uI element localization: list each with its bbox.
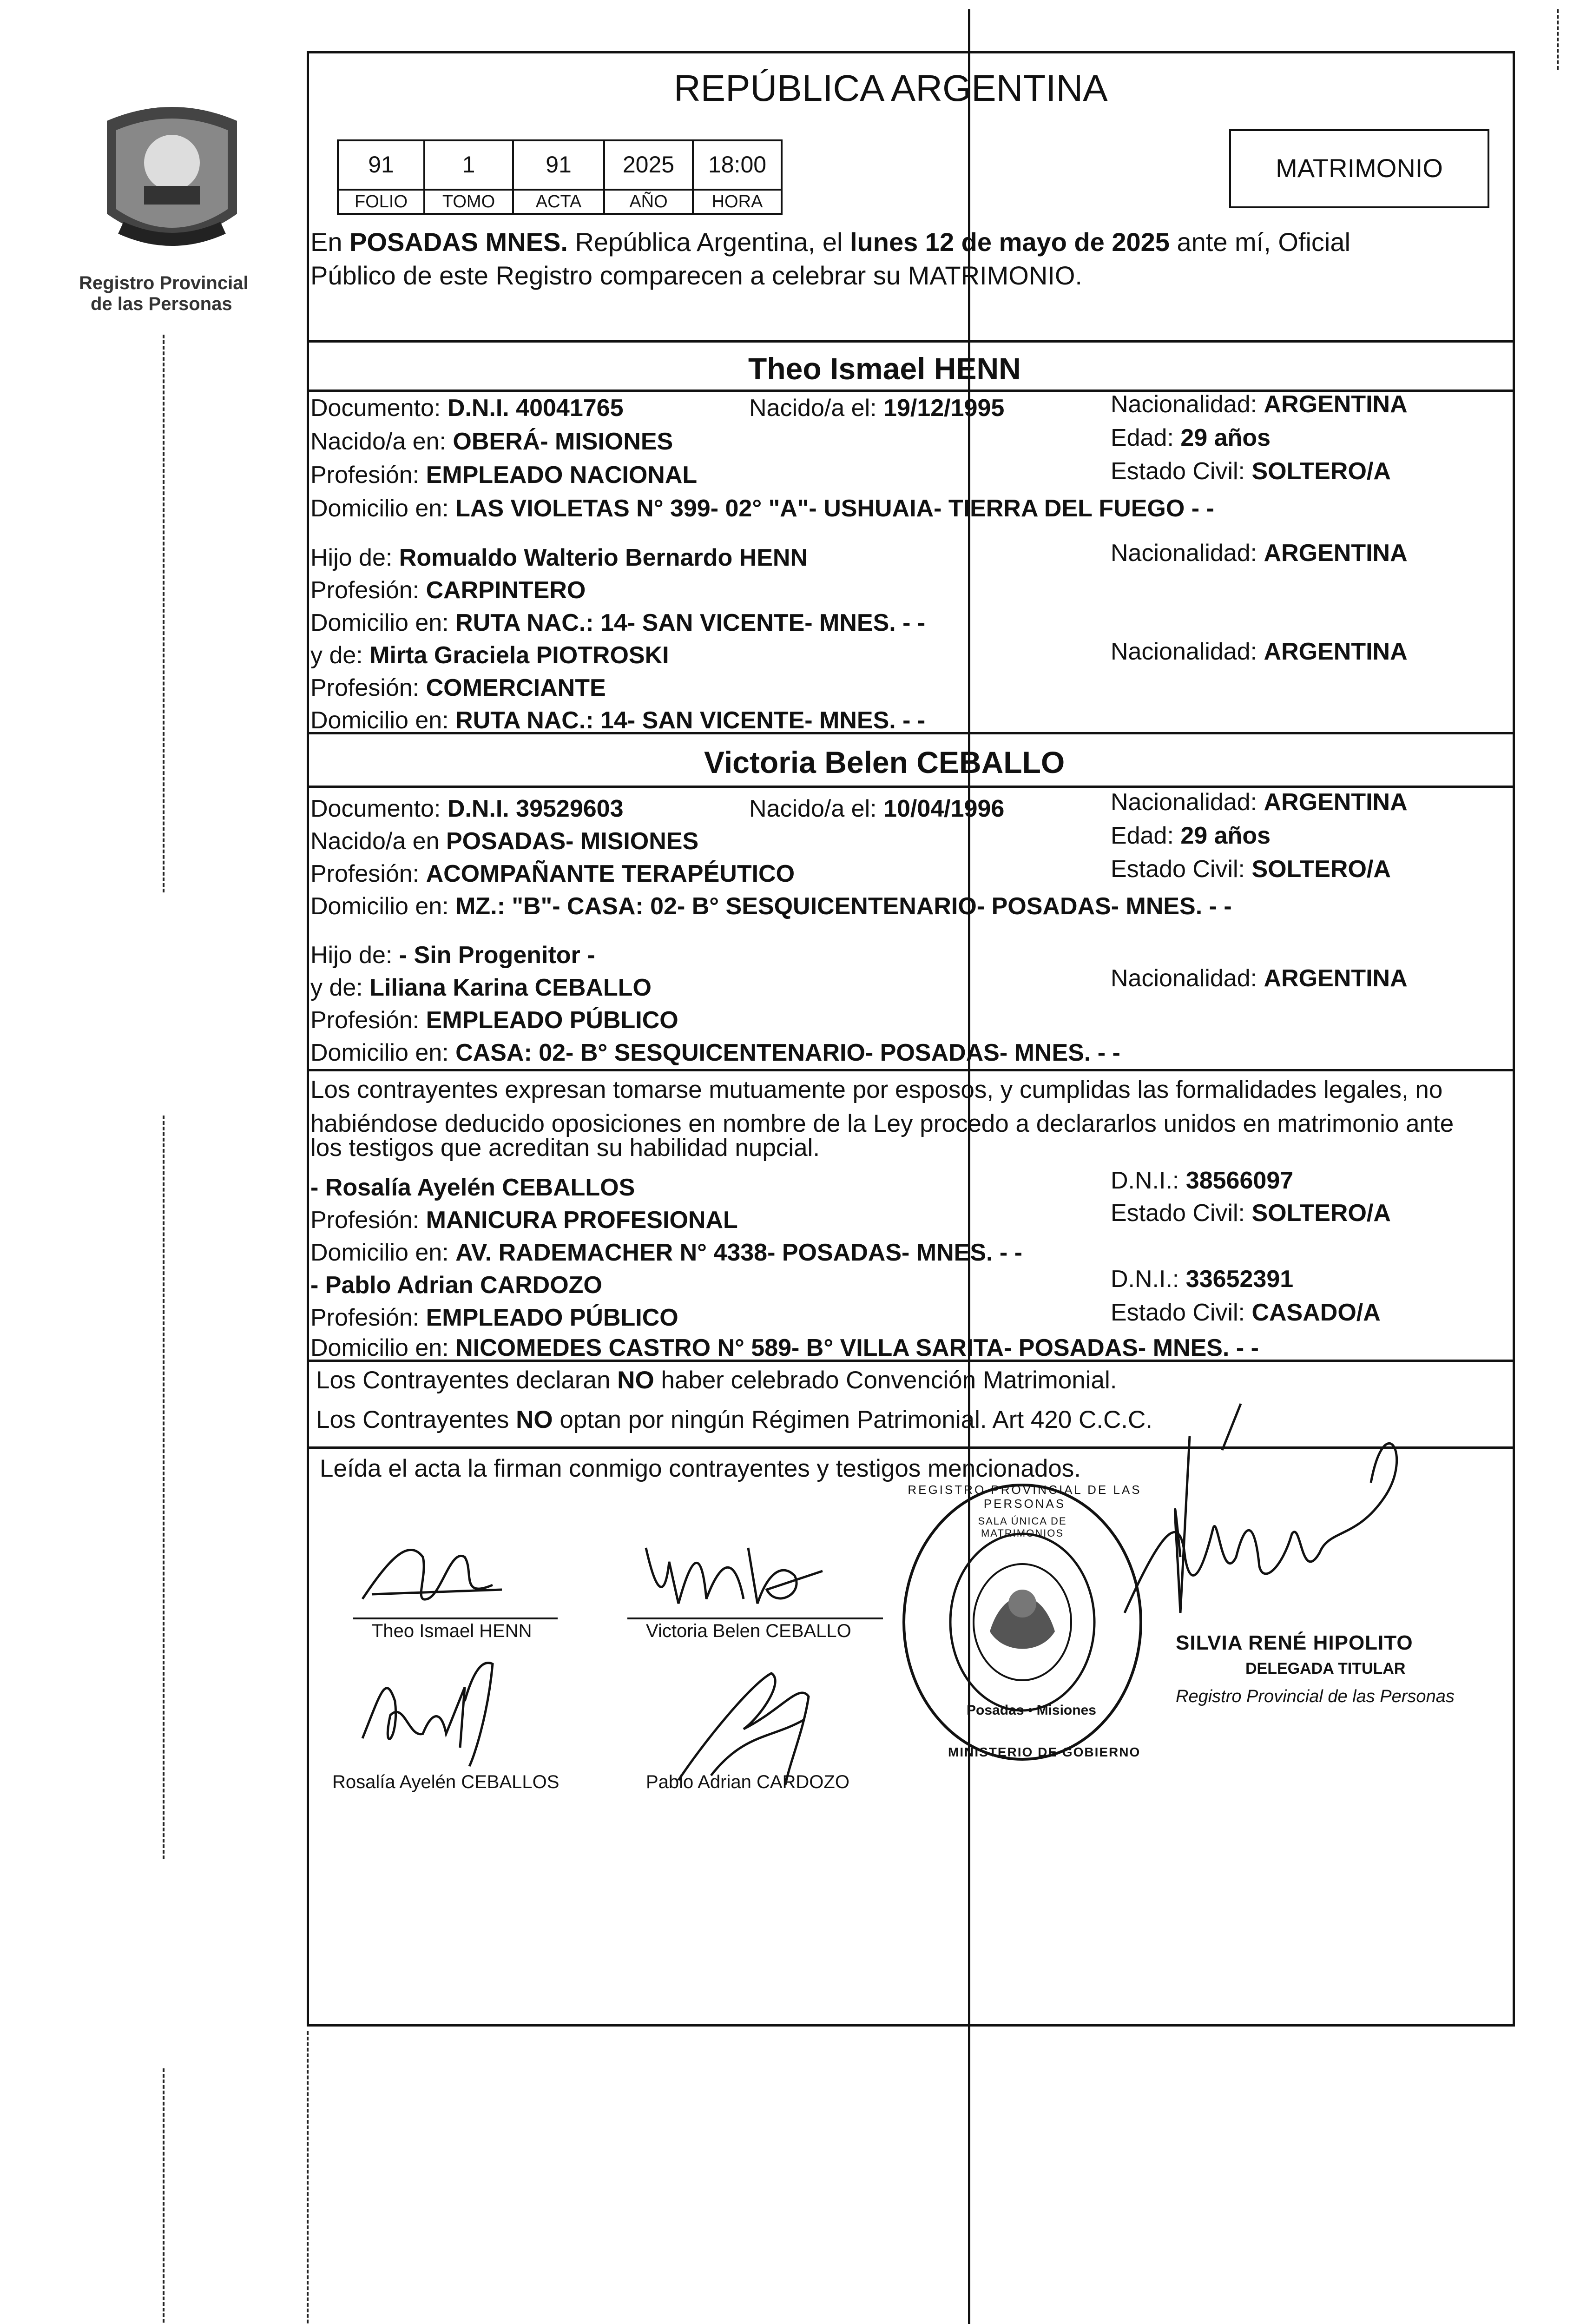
spouse1-mother: y de: Mirta Graciela PIOTROSKI xyxy=(310,642,669,669)
spouse1-civil-status: Estado Civil: SOLTERO/A xyxy=(1111,458,1391,485)
spouse2-mother-profession: Profesión: EMPLEADO PÚBLICO xyxy=(310,1007,678,1034)
tomo-label: TOMO xyxy=(423,189,514,215)
anio-label: AÑO xyxy=(603,189,694,215)
signature-caption-3: Rosalía Ayelén CEBALLOS xyxy=(332,1772,560,1792)
spouse2-father: Hijo de: - Sin Progenitor - xyxy=(310,942,595,969)
spouse1-document: Documento: D.N.I. 40041765 xyxy=(310,395,624,422)
margin-dash xyxy=(163,2068,165,2324)
witness2-address: Domicilio en: NICOMEDES CASTRO N° 589- B° VILLA SARITA- POSADAS- MNES. - - xyxy=(310,1334,1259,1361)
regime-line-1: Los Contrayentes declaran NO haber celebrado Convención Matrimonial. xyxy=(316,1367,1117,1394)
margin-dash xyxy=(163,1116,165,1859)
signature-caption-1: Theo Ismael HENN xyxy=(372,1621,532,1641)
spouse1-father: Hijo de: Romualdo Walterio Bernardo HENN xyxy=(310,544,808,571)
margin-dash xyxy=(163,335,165,892)
signature-rosalia xyxy=(353,1645,548,1771)
spouse1-address: Domicilio en: LAS VIOLETAS N° 399- 02° "A"- USHUAIA- TIERRA DEL FUEGO - - xyxy=(310,495,1214,522)
signature-pablo xyxy=(651,1655,883,1789)
signature-caption-2: Victoria Belen CEBALLO xyxy=(646,1621,851,1641)
acta-label: ACTA xyxy=(512,189,605,215)
spouse1-father-profession: Profesión: CARPINTERO xyxy=(310,577,586,604)
spouse2-mother-address: Domicilio en: CASA: 02- B° SESQUICENTENARIO- POSADAS- MNES. - - xyxy=(310,1039,1120,1066)
margin-dash xyxy=(307,2031,309,2324)
declaration-line-1: Los contrayentes expresan tomarse mutuamente por esposos, y cumplidas las formalidades legales, no xyxy=(310,1076,1443,1103)
declaration-line-2: habiéndose deducido oposiciones en nombre de la Ley procedo a declararlos unidos en matrimonio ante xyxy=(310,1110,1454,1137)
province-logo xyxy=(88,93,256,270)
hora-value: 18:00 xyxy=(692,139,783,191)
witness2-profession: Profesión: EMPLEADO PÚBLICO xyxy=(310,1304,678,1331)
witness1-name: - Rosalía Ayelén CEBALLOS xyxy=(310,1174,635,1201)
divider-header xyxy=(307,340,1515,343)
hora-label: HORA xyxy=(692,189,783,215)
spouse1-nationality: Nacionalidad: ARGENTINA xyxy=(1111,391,1408,418)
seal-ministry-text: MINISTERIO DE GOBIERNO xyxy=(948,1745,1141,1759)
spouse1-father-address: Domicilio en: RUTA NAC.: 14- SAN VICENTE- MNES. - - xyxy=(310,609,926,636)
logo-caption-1: Registro Provincial xyxy=(79,273,249,293)
intro-line-2: Público de este Registro comparecen a celebrar su MATRIMONIO. xyxy=(310,261,1082,290)
spouse1-birthplace: Nacido/a en: OBERÁ- MISIONES xyxy=(310,428,673,455)
spouse1-name: Theo Ismael HENN xyxy=(748,351,1021,386)
spouse2-nationality: Nacionalidad: ARGENTINA xyxy=(1111,789,1408,816)
witness1-civil-status: Estado Civil: SOLTERO/A xyxy=(1111,1200,1391,1227)
spouse1-profession: Profesión: EMPLEADO NACIONAL xyxy=(310,462,698,489)
anio-value: 2025 xyxy=(603,139,694,191)
spouse2-name: Victoria Belen CEBALLO xyxy=(704,745,1065,779)
spouse2-profession: Profesión: ACOMPAÑANTE TERAPÉUTICO xyxy=(310,860,795,887)
logo-caption-2: de las Personas xyxy=(91,294,232,314)
margin-dash xyxy=(1557,9,1559,70)
divider-name2 xyxy=(307,786,1515,788)
signature-caption-4: Pablo Adrian CARDOZO xyxy=(646,1772,849,1792)
regime-line-2: Los Contrayentes NO optan por ningún Régimen Patrimonial. Art 420 C.C.C. xyxy=(316,1406,1152,1433)
closing-statement: Leída el acta la firman conmigo contrayentes y testigos mencionados. xyxy=(320,1455,1081,1482)
spouse2-birthplace: Nacido/a en POSADAS- MISIONES xyxy=(310,828,699,855)
acta-value: 91 xyxy=(512,139,605,191)
folio-value: 91 xyxy=(337,139,425,191)
declaration-line-3: los testigos que acreditan su habilidad nupcial. xyxy=(310,1134,820,1162)
officer-title: DELEGADA TITULAR xyxy=(1245,1660,1406,1677)
witness2-name: - Pablo Adrian CARDOZO xyxy=(310,1272,602,1299)
witness2-dni: D.N.I.: 33652391 xyxy=(1111,1266,1294,1293)
spouse2-birthdate: Nacido/a el: 10/04/1996 xyxy=(749,795,1005,822)
spouse2-mother-nationality: Nacionalidad: ARGENTINA xyxy=(1111,965,1408,992)
signature-officer xyxy=(1106,1390,1459,1650)
spouse1-birthdate: Nacido/a el: 19/12/1995 xyxy=(749,395,1005,422)
witness2-civil-status: Estado Civil: CASADO/A xyxy=(1111,1299,1381,1326)
folio-label: FOLIO xyxy=(337,189,425,215)
officer-office: Registro Provincial de las Personas xyxy=(1176,1687,1455,1706)
tomo-value: 1 xyxy=(423,139,514,191)
seal-inner-text: SALA ÚNICA DE MATRIMONIOS xyxy=(978,1515,1067,1539)
intro-line-1: En POSADAS MNES. República Argentina, el lunes 12 de mayo de 2025 ante mí, Oficial xyxy=(310,227,1350,257)
signature-victoria xyxy=(627,1534,860,1622)
seal-bottom-text: Posadas • Misiones xyxy=(967,1703,1096,1718)
spouse2-mother: y de: Liliana Karina CEBALLO xyxy=(310,974,652,1001)
spouse2-document: Documento: D.N.I. 39529603 xyxy=(310,795,624,822)
spouse1-mother-nationality: Nacionalidad: ARGENTINA xyxy=(1111,638,1408,665)
witness1-address: Domicilio en: AV. RADEMACHER N° 4338- POSADAS- MNES. - - xyxy=(310,1239,1022,1266)
officer-name: SILVIA RENÉ HIPOLITO xyxy=(1176,1631,1413,1654)
spouse1-mother-address: Domicilio en: RUTA NAC.: 14- SAN VICENTE- MNES. - - xyxy=(310,707,926,734)
spouse1-father-nationality: Nacionalidad: ARGENTINA xyxy=(1111,540,1408,567)
page-title: REPÚBLICA ARGENTINA xyxy=(674,67,1108,109)
spouse2-civil-status: Estado Civil: SOLTERO/A xyxy=(1111,856,1391,883)
spouse1-mother-profession: Profesión: COMERCIANTE xyxy=(310,674,606,701)
seal-outer-text: REGISTRO PROVINCIAL DE LAS PERSONAS xyxy=(908,1483,1142,1511)
act-type-box: MATRIMONIO xyxy=(1229,129,1489,208)
signature-line xyxy=(627,1618,883,1619)
divider-declaration xyxy=(307,1069,1515,1071)
signature-line xyxy=(353,1618,558,1619)
witness1-profession: Profesión: MANICURA PROFESIONAL xyxy=(310,1207,738,1234)
spouse1-age: Edad: 29 años xyxy=(1111,424,1271,451)
witness1-dni: D.N.I.: 38566097 xyxy=(1111,1167,1294,1194)
signature-theo xyxy=(353,1529,520,1622)
spouse2-age: Edad: 29 años xyxy=(1111,822,1271,849)
spouse2-address: Domicilio en: MZ.: "B"- CASA: 02- B° SESQUICENTENARIO- POSADAS- MNES. - - xyxy=(310,893,1232,920)
